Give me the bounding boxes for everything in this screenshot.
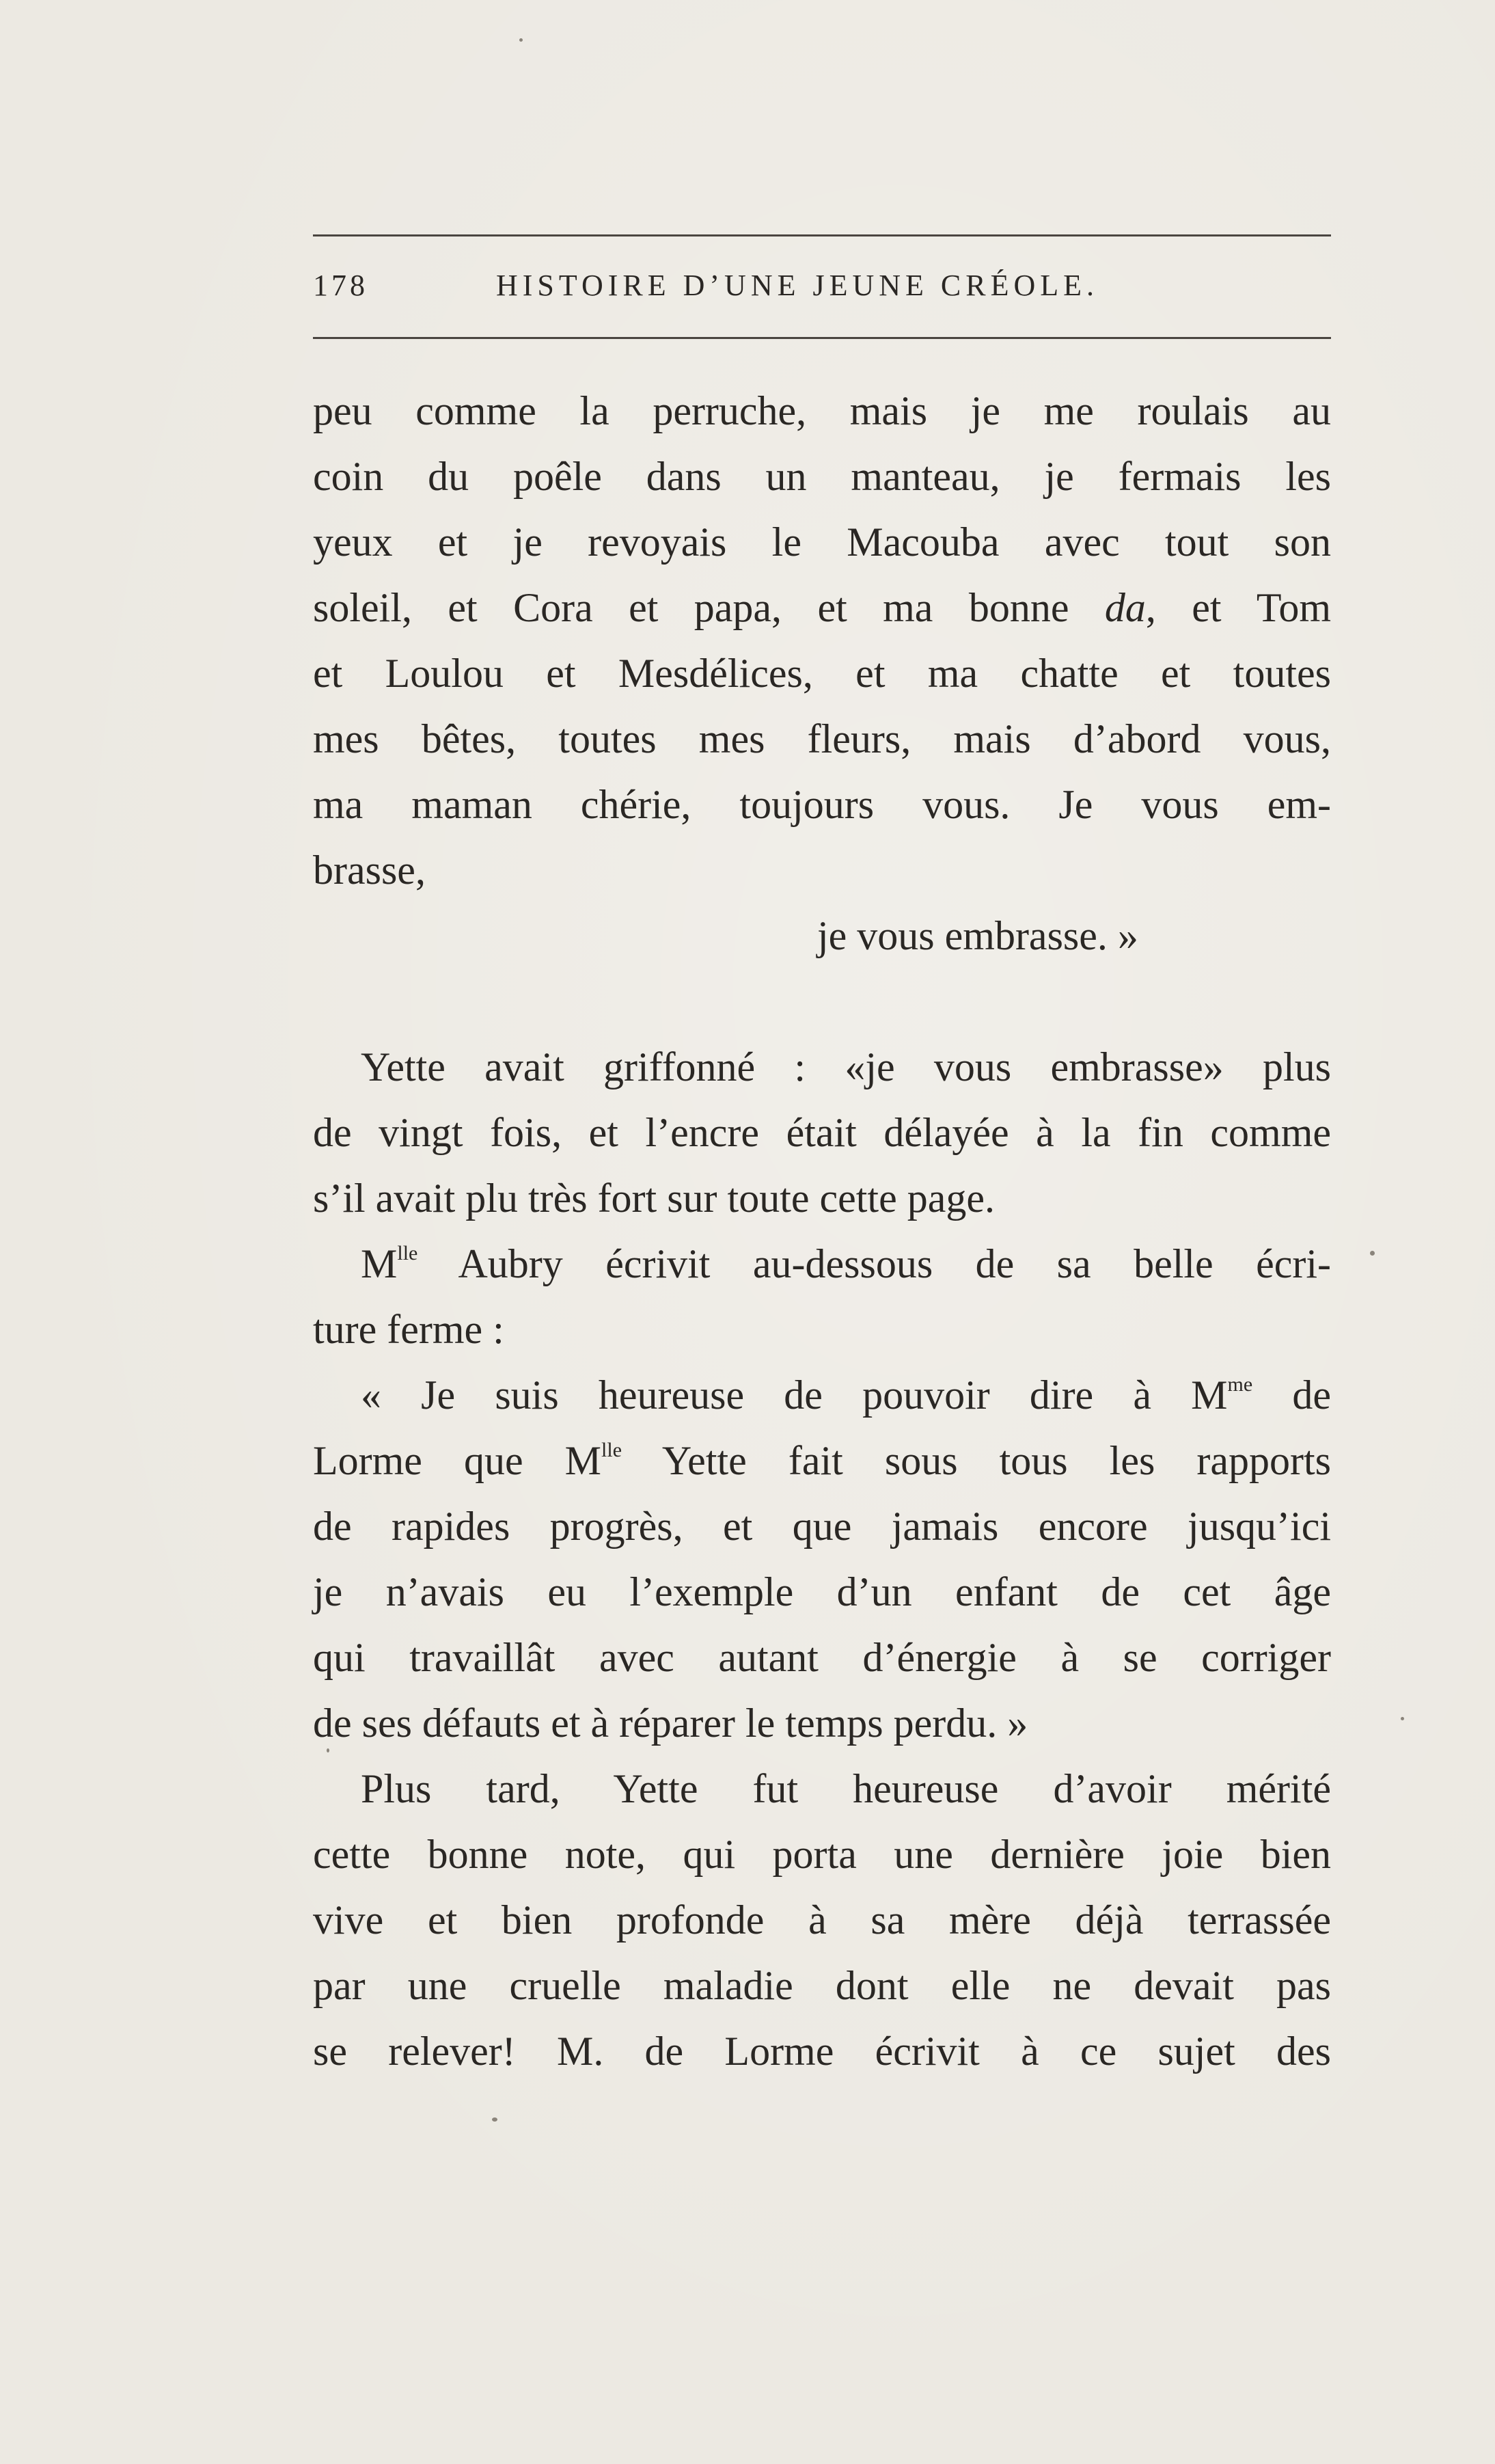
italic-word: da <box>1104 585 1146 630</box>
text-line: yeux et je revoyais le Macouba avec tout son <box>313 519 1331 565</box>
text-line: vive et bien profonde à sa mère déjà terrassée <box>313 1897 1331 1942</box>
text-line: cette bonne note, qui porta une dernière joie bien <box>313 1832 1331 1877</box>
text-line: Plus tard, Yette fut heureuse d’avoir mérité <box>361 1766 1331 1811</box>
text-line: de ses défauts et à réparer le temps perdu. » <box>313 1701 1028 1746</box>
text-line: peu comme la perruche, mais je me roulais au <box>313 388 1331 433</box>
paper-speck <box>519 38 523 42</box>
body-text <box>313 378 1331 2084</box>
text-line: « Je suis heureuse de pouvoir dire à $M^{me}$ de <box>361 1372 1331 1418</box>
page-number: 178 <box>313 269 368 302</box>
letter-signoff: je vous embrasse. » <box>817 913 1138 958</box>
header-bottom-rule <box>313 337 1331 339</box>
text-line: ture ferme : <box>313 1307 504 1352</box>
paper-speck <box>1370 1251 1375 1256</box>
text-line: coin du poêle dans un manteau, je fermais les <box>313 454 1331 499</box>
text-line: soleil, et Cora et papa, et ma bonne da, et Tom <box>313 585 1331 630</box>
text-line: qui travaillât avec autant d’énergie à se corriger <box>313 1635 1331 1680</box>
text-line: se relever! M. de Lorme écrivit à ce sujet des <box>313 2029 1331 2074</box>
running-title: HISTOIRE D’UNE JEUNE CRÉOLE. <box>496 269 1099 302</box>
text-line: Lorme que $M^{lle}$ Yette fait sous tous les rapports <box>313 1438 1331 1483</box>
text-line: et Loulou et Mesdélices, et ma chatte et toutes <box>313 651 1331 696</box>
text-line: brasse, <box>313 848 426 893</box>
paper-speck <box>492 2117 497 2122</box>
text-line: mes bêtes, toutes mes fleurs, mais d’abord vous, <box>313 716 1331 761</box>
paragraph-gap <box>313 969 1331 1034</box>
header-top-rule <box>313 234 1331 236</box>
text-line: s’il avait plu très fort sur toute cette page. <box>313 1176 995 1221</box>
text-line: de rapides progrès, et que jamais encore jusqu’ici <box>313 1504 1331 1549</box>
paper-speck <box>327 1748 329 1752</box>
text-line: de vingt fois, et l’encre était délayée à la fin comme <box>313 1110 1331 1155</box>
text-line: je n’avais eu l’exemple d’un enfant de cet âge <box>313 1569 1331 1614</box>
running-header <box>313 261 1331 316</box>
text-line: par une cruelle maladie dont elle ne devait pas <box>313 1963 1331 2008</box>
text-line: ma maman chérie, toujours vous. Je vous em- <box>313 782 1331 827</box>
text-line: Yette avait griffonné : «je vous embrasse» plus <box>361 1044 1331 1089</box>
paper-speck <box>1401 1717 1404 1720</box>
text-line: $M^{lle}$ Aubry écrivit au-dessous de sa belle écri- <box>361 1241 1331 1286</box>
